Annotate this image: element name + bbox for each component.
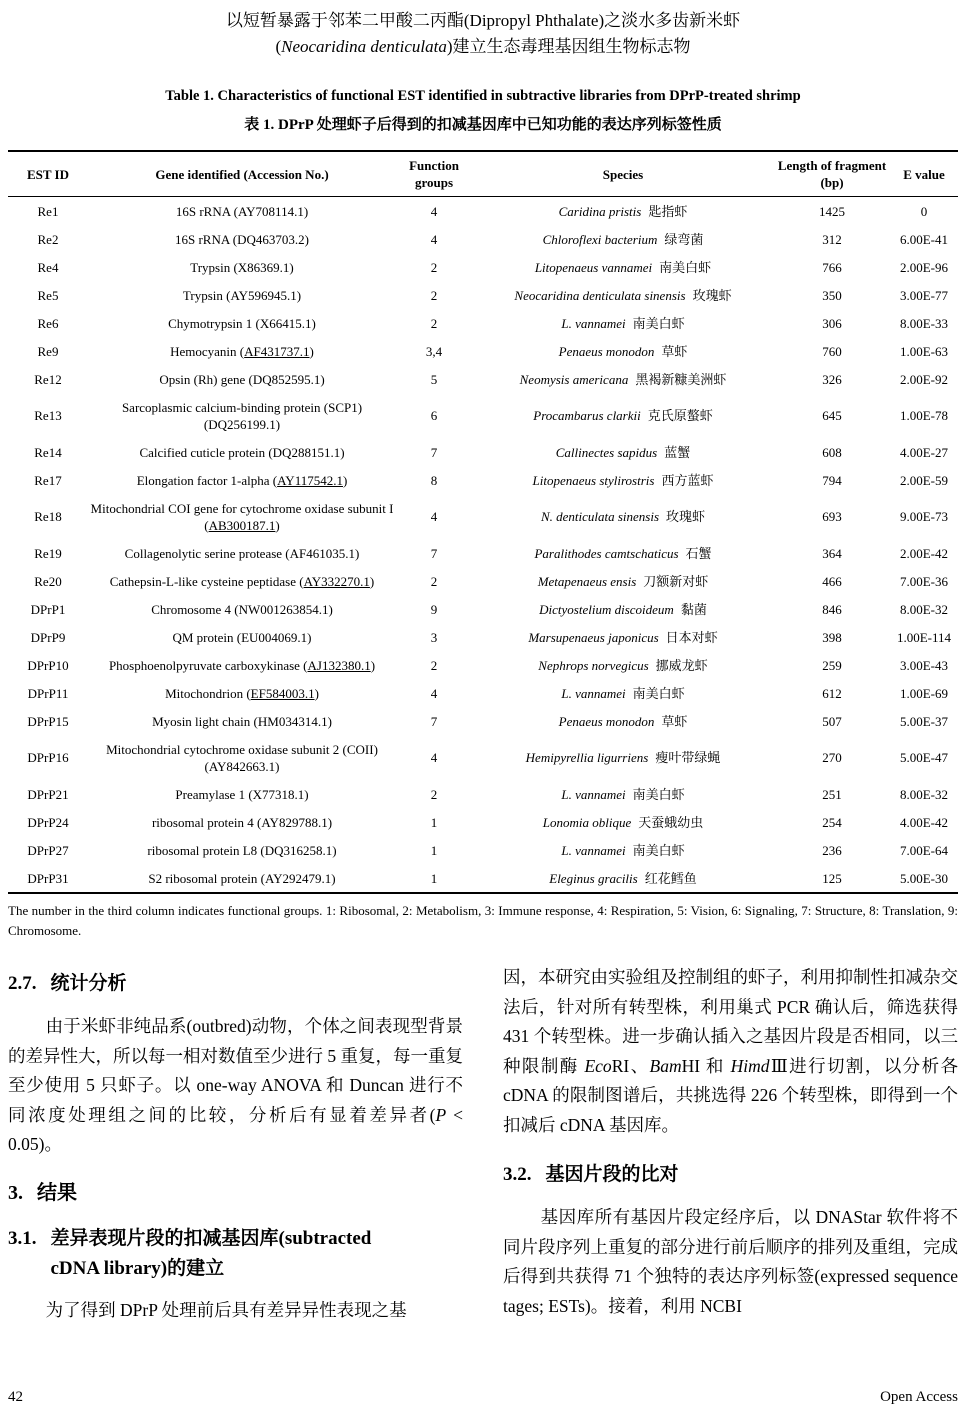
table-caption-en: Table 1. Characteristics of functional EST identified in subtractive libraries from DPrP-treated shrimp [165, 88, 801, 104]
gene-cell: Elongation factor 1-alpha (AY117542.1) [136, 472, 348, 488]
species-cn: 克氏原螯虾 [647, 408, 713, 423]
species-latin: Caridina pristis [558, 203, 642, 219]
gene-cell: ribosomal protein 4 (AY829788.1) [151, 814, 333, 830]
table-row [8, 225, 958, 253]
evalue-cell: 2.00E-59 [899, 472, 949, 488]
length-cell: 612 [822, 685, 842, 701]
table-header-row [8, 151, 958, 197]
table-row [8, 309, 958, 337]
function-group-cell: 4 [430, 509, 438, 524]
species-latin: Litopenaeus vannamei [534, 259, 653, 275]
paper-title-line2: (Neocaridina denticulata)建立生态毒理基因组生物标志物 [275, 37, 691, 56]
table-caption-cn: 表 1. DPrP 处理虾子后得到的扣减基因库中已知功能的表达序列标签性质 [244, 117, 722, 133]
table-row [8, 197, 958, 226]
function-group-cell: 2 [430, 315, 438, 331]
length-cell: 794 [822, 472, 842, 488]
species-cn: 石蟹 [685, 545, 712, 561]
est-id-cell: DPrP24 [27, 814, 69, 830]
length-cell: 236 [822, 842, 842, 858]
species-cn: 挪威龙虾 [655, 657, 708, 673]
species-cell [472, 365, 774, 393]
est-id-cell: DPrP21 [27, 786, 69, 802]
heading-2-7-number: 2.7. [8, 973, 37, 994]
species-cn: 黏菌 [680, 601, 707, 617]
length-cell: 326 [822, 371, 842, 387]
function-group-cell: 1 [430, 814, 438, 830]
evalue-cell: 5.00E-37 [899, 713, 949, 729]
length-cell: 398 [822, 629, 842, 645]
length-cell: 254 [822, 814, 842, 830]
species-latin: L. vannamei [561, 315, 626, 331]
evalue-cell: 2.00E-42 [899, 545, 949, 561]
evalue-cell: 5.00E-47 [899, 750, 949, 765]
table-row [8, 253, 958, 281]
length-cell: 350 [822, 287, 842, 303]
evalue-cell: 1.00E-63 [899, 343, 949, 359]
species-cell [472, 539, 774, 567]
function-group-cell: 2 [430, 573, 438, 589]
col-function-groups: Function groups [396, 151, 472, 197]
species-cell [472, 679, 774, 707]
function-group-cell: 4 [430, 203, 438, 219]
function-group-cell: 7 [430, 545, 438, 561]
heading-3-1-number: 3.1. [8, 1227, 37, 1249]
species-cell [472, 567, 774, 595]
function-group-cell: 3 [430, 629, 438, 645]
evalue-cell: 6.00E-41 [899, 231, 949, 247]
species-cn: 南美白虾 [632, 315, 685, 331]
species-cn: 蓝蟹 [664, 444, 691, 460]
species-cell [472, 197, 774, 226]
evalue-cell: 2.00E-96 [899, 259, 949, 275]
evalue-cell: 2.00E-92 [899, 371, 949, 387]
gene-cell: Calcified cuticle protein (DQ288151.1) [139, 444, 345, 460]
species-latin: Callinectes sapidus [555, 444, 658, 460]
table-row [8, 494, 958, 539]
evalue-cell: 8.00E-33 [899, 315, 949, 331]
gene-cell: S2 ribosomal protein (AY292479.1) [148, 870, 336, 886]
heading-3-title: 结果 [37, 1181, 77, 1204]
page-footer [8, 1389, 958, 1406]
gene-cell: Opsin (Rh) gene (DQ852595.1) [159, 371, 325, 387]
col-evalue: E value [890, 151, 958, 197]
evalue-cell: 8.00E-32 [899, 786, 949, 802]
species-latin: Penaeus monodon [558, 713, 655, 729]
table-row [8, 836, 958, 864]
gene-cell: Mitochondrial COI gene for cytochrome oxidase subunit I (AB300187.1) [90, 500, 394, 533]
gene-cell: Mitochondrion (EF584003.1) [165, 685, 319, 701]
species-cn: 日本对虾 [665, 629, 718, 645]
gene-cell: Chymotrypsin 1 (X66415.1) [168, 315, 316, 331]
species-latin: Metapenaeus ensis [537, 573, 637, 589]
table-row [8, 707, 958, 735]
gene-cell: Chromosome 4 (NW001263854.1) [151, 601, 333, 617]
est-id-cell: DPrP15 [27, 713, 69, 729]
species-latin: Litopenaeus stylirostris [532, 472, 655, 488]
function-group-cell: 3,4 [425, 343, 443, 359]
evalue-cell: 4.00E-27 [899, 444, 949, 460]
gene-cell: Hemocyanin (AF431737.1) [170, 343, 314, 359]
function-group-cell: 5 [430, 371, 438, 387]
est-id-cell: Re19 [34, 545, 62, 561]
est-id-cell: Re2 [37, 231, 59, 247]
species-cn: 南美白虾 [659, 259, 712, 275]
evalue-cell: 3.00E-77 [899, 287, 949, 303]
table-row [8, 567, 958, 595]
est-id-cell: Re13 [34, 408, 62, 423]
evalue-cell: 5.00E-30 [899, 870, 949, 886]
species-cn: 绿弯菌 [664, 231, 704, 247]
function-group-cell: 7 [430, 444, 438, 460]
table-footnote: The number in the third column indicates functional groups. 1: Ribosomal, 2: Metabolism, 3: Immune response, 4: Respiration, 5: Vision, 6: Signaling, 7: Structure, 8: Translation, 9: Chromosome. [8, 903, 958, 938]
est-id-cell: Re12 [34, 371, 62, 387]
body-columns [8, 963, 958, 1325]
length-cell: 125 [822, 870, 842, 886]
evalue-cell: 1.00E-114 [896, 629, 952, 645]
species-cn: 西方蓝虾 [661, 472, 714, 488]
est-id-cell: Re5 [37, 287, 59, 303]
species-cell [472, 466, 774, 494]
species-cn: 南美白虾 [632, 685, 685, 701]
col-est-id: EST ID [8, 151, 88, 197]
species-cn: 草虾 [661, 343, 688, 359]
species-cell [472, 735, 774, 780]
species-latin: Chloroflexi bacterium [542, 231, 658, 247]
est-id-cell: Re17 [34, 472, 62, 488]
length-cell: 760 [822, 343, 842, 359]
species-latin: Neocaridina denticulata sinensis [514, 287, 686, 303]
length-cell: 306 [822, 315, 842, 331]
paragraph-3-1-start: 为了得到 DPrP 处理前后具有差异异性表现之基 [45, 1299, 407, 1320]
species-cn: 天蚕蛾幼虫 [638, 814, 704, 830]
function-group-cell: 2 [430, 259, 438, 275]
evalue-cell: 7.00E-36 [899, 573, 949, 589]
gene-cell: Trypsin (X86369.1) [190, 259, 294, 275]
col-gene: Gene identified (Accession No.) [88, 151, 396, 197]
function-group-cell: 8 [430, 472, 438, 488]
function-group-cell: 4 [430, 750, 438, 765]
heading-2-7 [8, 971, 463, 996]
evalue-cell: 7.00E-64 [899, 842, 949, 858]
length-cell: 312 [822, 231, 842, 247]
function-group-cell: 4 [430, 685, 438, 701]
length-cell: 364 [822, 545, 842, 561]
species-cell [472, 337, 774, 365]
length-cell: 846 [822, 601, 842, 617]
species-cn: 草虾 [661, 713, 688, 729]
paragraph-3-1-continued: 因，本研究由实验组及控制组的虾子，利用抑制性扣减杂交法后，针对所有转型株，利用巢式 PCR 确认后，筛选获得 431 个转型株。进一步确认插入之基因片段是否相同，以三种限制酶 EcoRI、BamHI 和 HimdⅢ进行切割，以分析各 cDNA 的限制图谱后，共挑选得 226 个转型株，即得到一个扣减后 cDNA 基因库。 [503, 967, 959, 1135]
paper-title-line1: 以短暂暴露于邻苯二甲酸二丙酯(Dipropyl Phthalate)之淡水多齿新米虾 [225, 11, 741, 30]
species-latin: L. vannamei [561, 786, 626, 802]
species-latin: Penaeus monodon [558, 343, 655, 359]
table-row [8, 679, 958, 707]
species-cn: 黑褐新糠美洲虾 [635, 371, 727, 387]
right-column [503, 963, 958, 1325]
length-cell: 608 [822, 444, 842, 460]
table-row [8, 393, 958, 438]
species-cell [472, 623, 774, 651]
species-cn: 匙指虾 [648, 203, 688, 219]
length-cell: 1425 [819, 203, 845, 219]
heading-3-2-number: 3.2. [503, 1164, 532, 1185]
function-group-cell: 4 [430, 231, 438, 247]
species-cell [472, 438, 774, 466]
est-id-cell: Re20 [34, 573, 62, 589]
species-cell [472, 225, 774, 253]
gene-cell: 16S rRNA (DQ463703.2) [175, 231, 309, 247]
gene-cell: Preamylase 1 (X77318.1) [175, 786, 309, 802]
species-latin: Dictyostelium discoideum [539, 601, 674, 617]
species-cn: 玫瑰虾 [666, 509, 706, 524]
species-cell [472, 707, 774, 735]
table-row [8, 623, 958, 651]
left-column [8, 963, 463, 1325]
gene-cell: Mitochondrial cytochrome oxidase subunit 2 (COII) (AY842663.1) [106, 741, 378, 774]
species-cell [472, 309, 774, 337]
evalue-cell: 1.00E-69 [899, 685, 949, 701]
heading-3-2 [503, 1162, 958, 1187]
species-cell [472, 253, 774, 281]
heading-3-1 [8, 1224, 463, 1284]
species-cell [472, 780, 774, 808]
est-id-cell: DPrP16 [27, 750, 69, 765]
length-cell: 270 [822, 750, 842, 765]
species-cn: 南美白虾 [632, 786, 685, 802]
table-row [8, 466, 958, 494]
species-cn: 刀额新对虾 [643, 573, 709, 589]
species-latin: N. denticulata sinensis [540, 509, 660, 524]
heading-3-2-title: 基因片段的比对 [545, 1164, 679, 1185]
gene-cell: Sarcoplasmic calcium-binding protein (SCP1) (DQ256199.1) [121, 399, 363, 432]
heading-3-number: 3. [8, 1181, 23, 1204]
col-length: Length of fragment (bp) [774, 151, 890, 197]
col-species: Species [472, 151, 774, 197]
function-group-cell: 2 [430, 657, 438, 673]
est-id-cell: DPrP10 [27, 657, 69, 673]
species-latin: Hemipyrellia ligurriens [525, 750, 649, 765]
est-id-cell: Re6 [37, 315, 59, 331]
est-id-cell: Re1 [37, 203, 59, 219]
table-body [8, 197, 958, 894]
species-cell [472, 595, 774, 623]
species-latin: Nephrops norvegicus [538, 657, 649, 673]
evalue-cell: 8.00E-32 [899, 601, 949, 617]
paragraph-statistics: 由于米虾非纯品系(outbred)动物，个体之间表现型背景的差异性大，所以每一相对数值至少进行 5 重复，每一重复至少使用 5 只虾子。以 one-way ANOVA 和 Duncan 进行不同浓度处理组之间的比较，分析后有显着差异者(P < 0.05)。 [8, 1016, 463, 1154]
est-id-cell: DPrP27 [27, 842, 69, 858]
length-cell: 766 [822, 259, 842, 275]
species-cell [472, 281, 774, 309]
species-cn: 玫瑰虾 [692, 287, 732, 303]
gene-cell: 16S rRNA (AY708114.1) [175, 203, 309, 219]
paragraph-3-2: 基因库所有基因片段定经序后，以 DNAStar 软件将不同片段序列上重复的部分进行前后顺序的排列及重组，完成后得到共获得 71 个独特的表达序列标签(expressed sequence tages; ESTs)。接着，利用 NCBI [503, 1207, 958, 1316]
gene-cell: Trypsin (AY596945.1) [182, 287, 302, 303]
gene-cell: QM protein (EU004069.1) [172, 629, 312, 645]
length-cell: 693 [822, 509, 842, 524]
paper-title [8, 8, 958, 60]
species-cn: 南美白虾 [632, 842, 685, 858]
heading-2-7-title: 统计分析 [50, 973, 127, 994]
table-row [8, 281, 958, 309]
species-latin: Lonomia oblique [542, 814, 632, 830]
table-captions [8, 86, 958, 135]
table-row [8, 539, 958, 567]
table-row [8, 864, 958, 893]
species-latin: L. vannamei [561, 685, 626, 701]
est-id-cell: DPrP9 [30, 629, 66, 645]
species-latin: L. vannamei [561, 842, 626, 858]
gene-cell: Collagenolytic serine protease (AF461035.1) [124, 545, 360, 561]
function-group-cell: 7 [430, 713, 438, 729]
page-number: 42 [8, 1389, 23, 1405]
species-cell [472, 393, 774, 438]
length-cell: 251 [822, 786, 842, 802]
length-cell: 466 [822, 573, 842, 589]
function-group-cell: 2 [430, 786, 438, 802]
evalue-cell: 1.00E-78 [899, 408, 949, 423]
function-group-cell: 9 [430, 601, 438, 617]
species-cn: 瘦叶带绿蝇 [655, 750, 721, 765]
evalue-cell: 4.00E-42 [899, 814, 949, 830]
function-group-cell: 1 [430, 870, 438, 886]
species-latin: Eleginus gracilis [549, 870, 638, 886]
length-cell: 645 [822, 408, 842, 423]
est-id-cell: Re4 [37, 259, 59, 275]
heading-3 [8, 1180, 463, 1206]
table-row [8, 735, 958, 780]
species-cn: 红花鳕鱼 [644, 870, 697, 886]
species-cell [472, 494, 774, 539]
gene-cell: ribosomal protein L8 (DQ316258.1) [147, 842, 337, 858]
table-row [8, 438, 958, 466]
open-access-label: Open Access [880, 1389, 958, 1405]
gene-cell: Phosphoenolpyruvate carboxykinase (AJ132380.1) [108, 657, 376, 673]
est-id-cell: Re14 [34, 444, 62, 460]
length-cell: 507 [822, 713, 842, 729]
est-id-cell: Re9 [37, 343, 59, 359]
evalue-cell: 9.00E-73 [899, 509, 949, 524]
species-latin: Paralithodes camtschaticus [534, 545, 679, 561]
species-cell [472, 836, 774, 864]
function-group-cell: 6 [430, 408, 438, 423]
species-cell [472, 808, 774, 836]
table-row [8, 595, 958, 623]
gene-cell: Cathepsin-L-like cysteine peptidase (AY332270.1) [109, 573, 375, 589]
table-row [8, 365, 958, 393]
function-group-cell: 2 [430, 287, 438, 303]
length-cell: 259 [822, 657, 842, 673]
table-row [8, 337, 958, 365]
table-row [8, 780, 958, 808]
est-id-cell: DPrP11 [27, 685, 69, 701]
function-group-cell: 1 [430, 842, 438, 858]
species-cell [472, 651, 774, 679]
evalue-cell: 0 [920, 203, 928, 219]
table-row [8, 651, 958, 679]
est-id-cell: Re18 [34, 509, 62, 524]
est-id-cell: DPrP31 [27, 870, 69, 886]
est-id-cell: DPrP1 [30, 601, 66, 617]
species-latin: Marsupenaeus japonicus [528, 629, 659, 645]
table-header [8, 151, 958, 197]
species-cell [472, 864, 774, 893]
evalue-cell: 3.00E-43 [899, 657, 949, 673]
heading-3-1-title: 差异表现片段的扣减基因库(subtracted cDNA library)的建立 [50, 1227, 372, 1279]
gene-cell: Myosin light chain (HM034314.1) [152, 713, 332, 729]
species-latin: Procambarus clarkii [533, 408, 641, 423]
table-row [8, 808, 958, 836]
est-table [8, 150, 958, 894]
species-latin: Neomysis americana [519, 371, 629, 387]
